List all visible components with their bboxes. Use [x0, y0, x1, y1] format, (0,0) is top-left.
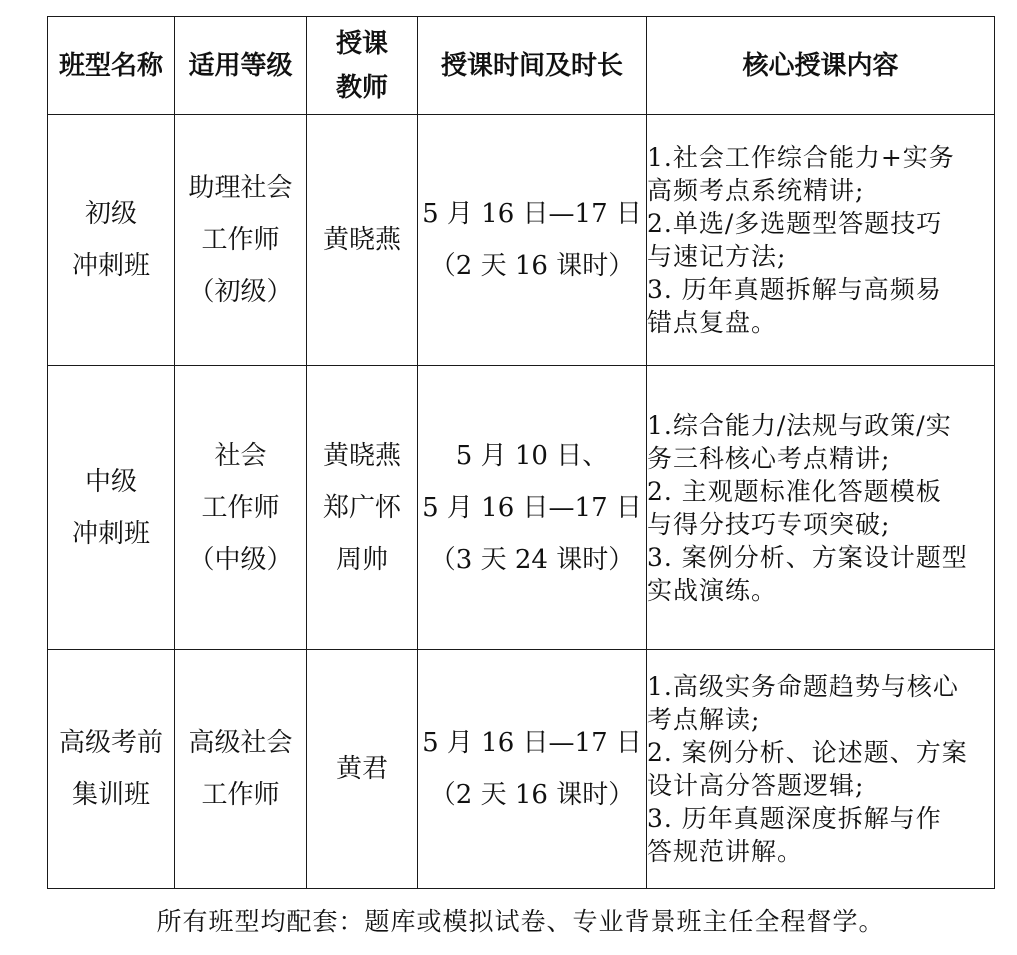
schedule-line: 5 月 16 日—17 日 [422, 492, 642, 523]
content-line: 3. 历年真题拆解与高频易 [647, 275, 942, 304]
header-schedule: 授课时间及时长 [418, 17, 647, 115]
content-line: 2. 案例分析、论述题、方案 [647, 738, 968, 767]
content-line: 答规范讲解。 [647, 837, 804, 866]
class-name-line: 初级 [84, 199, 137, 229]
schedule-line: （2 天 16 课时） [429, 251, 635, 281]
level-line: （初级） [188, 277, 293, 307]
cell-level [175, 650, 307, 889]
cell-teachers [307, 650, 418, 889]
content-line: 实战演练。 [647, 575, 778, 605]
cell-class-name [48, 366, 175, 650]
content-line: 设计高分答题逻辑; [647, 771, 865, 800]
level-line: （中级） [188, 544, 293, 575]
level-line: 工作师 [201, 780, 280, 810]
content-line: 错点复盘。 [647, 308, 778, 337]
content-line: 2.单选/多选题型答题技巧 [647, 209, 943, 238]
table-row-intermediate [48, 366, 995, 650]
cell-schedule [418, 115, 647, 366]
level-line: 助理社会 [188, 173, 293, 203]
course-schedule-table [47, 16, 995, 889]
cell-content [647, 650, 995, 889]
schedule-line: （2 天 16 课时） [429, 780, 635, 810]
class-name-line: 集训班 [71, 780, 150, 810]
schedule-line: 5 月 16 日—17 日 [422, 199, 642, 229]
teacher-name: 黄君 [335, 754, 388, 784]
content-line: 1.高级实务命题趋势与核心 [647, 672, 959, 701]
schedule-line: 5 月 16 日—17 日 [422, 728, 642, 758]
cell-content [647, 115, 995, 366]
header-teacher [307, 17, 418, 115]
cell-content [647, 366, 995, 650]
content-line: 考点解读; [647, 705, 761, 734]
content-line: 1.社会工作综合能力+实务 [647, 143, 955, 172]
teacher-name: 周帅 [335, 544, 388, 575]
content-line: 2. 主观题标准化答题模板 [647, 476, 942, 506]
teacher-name: 黄晓燕 [322, 440, 401, 471]
level-line: 工作师 [201, 225, 280, 255]
header-content: 核心授课内容 [647, 17, 995, 115]
cell-class-name [48, 115, 175, 366]
cell-class-name [48, 650, 175, 889]
content-line: 3. 案例分析、方案设计题型 [647, 542, 968, 572]
header-level: 适用等级 [175, 17, 307, 115]
cell-level [175, 115, 307, 366]
schedule-line: 5 月 10 日、 [455, 440, 609, 471]
header-teacher-line: 授课 [335, 28, 388, 59]
class-name-line: 冲刺班 [71, 518, 150, 549]
cell-teachers [307, 366, 418, 650]
class-name-line: 冲刺班 [71, 251, 150, 281]
footer-note: 所有班型均配套：题库或模拟试卷、专业背景班主任全程督学。 [156, 907, 885, 936]
cell-schedule [418, 650, 647, 889]
content-line: 3. 历年真题深度拆解与作 [647, 804, 942, 833]
table-row-junior [48, 115, 995, 366]
teacher-name: 黄晓燕 [322, 225, 401, 255]
level-line: 工作师 [201, 492, 280, 523]
content-line: 务三科核心考点精讲; [647, 443, 891, 473]
content-line: 与得分技巧专项突破; [647, 509, 891, 539]
table-row-senior [48, 650, 995, 889]
class-name-line: 中级 [84, 466, 137, 497]
content-line: 高频考点系统精讲; [647, 176, 865, 205]
level-line: 高级社会 [188, 728, 293, 758]
content-line: 1.综合能力/法规与政策/实 [647, 410, 952, 440]
header-class-name: 班型名称 [48, 17, 175, 115]
cell-level [175, 366, 307, 650]
header-teacher-line: 教师 [335, 72, 388, 103]
content-line: 与速记方法; [647, 242, 787, 271]
cell-teachers [307, 115, 418, 366]
schedule-line: （3 天 24 课时） [429, 544, 635, 575]
teacher-name: 郑广怀 [322, 492, 401, 523]
class-name-line: 高级考前 [58, 728, 163, 758]
cell-schedule [418, 366, 647, 650]
level-line: 社会 [214, 440, 267, 471]
table-header-row [48, 17, 995, 115]
